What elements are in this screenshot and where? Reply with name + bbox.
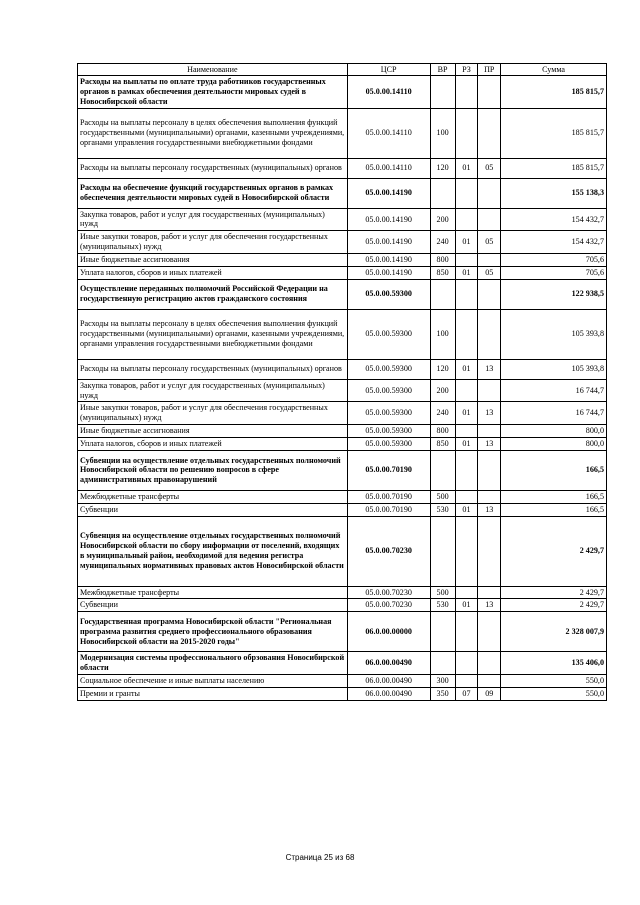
- cell-csr: 05.0.00.59300: [347, 309, 430, 359]
- cell-csr: 05.0.00.59300: [347, 279, 430, 309]
- table-row: [78, 158, 607, 178]
- cell-csr: 05.0.00.14190: [347, 208, 430, 231]
- cell-pr: 05: [478, 158, 501, 178]
- table-row: [78, 231, 607, 254]
- cell-sum: 800,0: [501, 438, 607, 451]
- cell-csr: 05.0.00.70190: [347, 450, 430, 490]
- cell-csr: 05.0.00.70230: [347, 599, 430, 612]
- cell-sum: 550,0: [501, 687, 607, 700]
- table-row: [78, 279, 607, 309]
- cell-sum: 122 938,5: [501, 279, 607, 309]
- header-pr: ПР: [478, 64, 501, 76]
- cell-csr: 05.0.00.70230: [347, 586, 430, 599]
- cell-vr: 800: [430, 425, 455, 438]
- cell-sum: 155 138,3: [501, 178, 607, 208]
- cell-rz: 01: [455, 359, 478, 379]
- cell-name: Расходы на выплаты по оплате труда работников государственных органов в рамках обеспечения деятельности мировых судей в Новосибирской области: [78, 76, 348, 109]
- cell-sum: 166,5: [501, 490, 607, 503]
- cell-rz: 01: [455, 438, 478, 451]
- table-row: [78, 586, 607, 599]
- cell-pr: [478, 76, 501, 109]
- cell-pr: [478, 108, 501, 158]
- cell-csr: 05.0.00.14190: [347, 178, 430, 208]
- cell-csr: 05.0.00.70190: [347, 503, 430, 516]
- cell-vr: [430, 652, 455, 675]
- cell-name: Государственная программа Новосибирской области "Региональная программа развития среднего профессионального образования Новосибирской области на 2015-2020 годы": [78, 612, 348, 652]
- cell-name: Субвенция на осуществление отдельных государственных полномочий Новосибирской области по сбору информации от поселений, входящих в муниципальный район, необходимой для ведения регистра муниципальных нормативных правовых актов Новосибирской области: [78, 516, 348, 586]
- cell-name: Расходы на выплаты персоналу в целях обеспечения выполнения функций государственными (муниципальными) органами, казенными учреждениями, органами управления государственными внебюджетными фондами: [78, 309, 348, 359]
- cell-csr: 06.0.00.00000: [347, 612, 430, 652]
- header-rz: РЗ: [455, 64, 478, 76]
- page-number: Страница 25 из 68: [285, 853, 355, 862]
- cell-csr: 06.0.00.00490: [347, 675, 430, 688]
- cell-rz: [455, 254, 478, 267]
- cell-name: Субвенции на осуществление отдельных государственных полномочий Новосибирской области по решению вопросов в сфере административных правонарушений: [78, 450, 348, 490]
- cell-pr: 05: [478, 266, 501, 279]
- cell-name: Субвенции: [78, 503, 348, 516]
- cell-rz: 01: [455, 266, 478, 279]
- cell-vr: 500: [430, 490, 455, 503]
- cell-csr: 05.0.00.59300: [347, 402, 430, 425]
- cell-rz: 01: [455, 231, 478, 254]
- cell-csr: 05.0.00.14190: [347, 266, 430, 279]
- cell-sum: 550,0: [501, 675, 607, 688]
- cell-vr: 120: [430, 359, 455, 379]
- table-row: [78, 402, 607, 425]
- cell-name: Уплата налогов, сборов и иных платежей: [78, 438, 348, 451]
- cell-vr: 850: [430, 438, 455, 451]
- header-name: Наименование: [78, 64, 348, 76]
- table-row: [78, 309, 607, 359]
- cell-pr: 13: [478, 599, 501, 612]
- table-row: [78, 675, 607, 688]
- table-row: [78, 450, 607, 490]
- cell-pr: [478, 612, 501, 652]
- cell-name: Иные закупки товаров, работ и услуг для обеспечения государственных (муниципальных) нужд: [78, 402, 348, 425]
- cell-csr: 06.0.00.00490: [347, 652, 430, 675]
- cell-pr: [478, 516, 501, 586]
- cell-rz: [455, 178, 478, 208]
- cell-vr: 120: [430, 158, 455, 178]
- table-row: [78, 652, 607, 675]
- cell-name: Закупка товаров, работ и услуг для государственных (муниципальных) нужд: [78, 208, 348, 231]
- cell-vr: 800: [430, 254, 455, 267]
- cell-vr: [430, 76, 455, 109]
- cell-pr: 13: [478, 438, 501, 451]
- cell-rz: [455, 652, 478, 675]
- cell-csr: 05.0.00.70230: [347, 516, 430, 586]
- cell-rz: [455, 379, 478, 402]
- table-row: [78, 76, 607, 109]
- budget-table: [77, 63, 607, 701]
- cell-rz: 01: [455, 503, 478, 516]
- cell-csr: 05.0.00.59300: [347, 438, 430, 451]
- cell-rz: [455, 516, 478, 586]
- cell-rz: [455, 612, 478, 652]
- cell-pr: [478, 178, 501, 208]
- table-row: [78, 108, 607, 158]
- table-row: [78, 266, 607, 279]
- cell-rz: 01: [455, 402, 478, 425]
- cell-pr: [478, 208, 501, 231]
- cell-vr: 200: [430, 208, 455, 231]
- table-row: [78, 359, 607, 379]
- cell-pr: 09: [478, 687, 501, 700]
- header-csr: ЦСР: [347, 64, 430, 76]
- header-sum: Сумма: [501, 64, 607, 76]
- cell-name: Расходы на выплаты персоналу в целях обеспечения выполнения функций государственными (муниципальными) органами, казенными учреждениями, органами управления государственными внебюджетными фондами: [78, 108, 348, 158]
- table-row: [78, 612, 607, 652]
- cell-csr: 05.0.00.14110: [347, 76, 430, 109]
- table-row: [78, 516, 607, 586]
- cell-sum: 2 429,7: [501, 586, 607, 599]
- cell-pr: [478, 450, 501, 490]
- cell-vr: 240: [430, 402, 455, 425]
- cell-sum: 185 815,7: [501, 76, 607, 109]
- cell-sum: 2 429,7: [501, 516, 607, 586]
- cell-csr: 05.0.00.59300: [347, 379, 430, 402]
- cell-sum: 2 328 007,9: [501, 612, 607, 652]
- cell-vr: 850: [430, 266, 455, 279]
- cell-vr: 500: [430, 586, 455, 599]
- cell-sum: 166,5: [501, 450, 607, 490]
- cell-name: Расходы на выплаты персоналу государственных (муниципальных) органов: [78, 158, 348, 178]
- cell-name: Межбюджетные трансферты: [78, 490, 348, 503]
- cell-vr: 100: [430, 108, 455, 158]
- cell-csr: 06.0.00.00490: [347, 687, 430, 700]
- cell-rz: [455, 76, 478, 109]
- cell-sum: 185 815,7: [501, 158, 607, 178]
- cell-vr: 530: [430, 599, 455, 612]
- cell-vr: [430, 516, 455, 586]
- cell-rz: [455, 425, 478, 438]
- cell-sum: 105 393,8: [501, 359, 607, 379]
- cell-pr: 13: [478, 359, 501, 379]
- cell-pr: [478, 586, 501, 599]
- cell-pr: [478, 379, 501, 402]
- cell-pr: [478, 652, 501, 675]
- table-header-row: [78, 64, 607, 76]
- cell-rz: [455, 490, 478, 503]
- cell-sum: 154 432,7: [501, 208, 607, 231]
- cell-rz: [455, 279, 478, 309]
- table-row: [78, 208, 607, 231]
- table-row: [78, 379, 607, 402]
- table-row: [78, 425, 607, 438]
- cell-name: Субвенции: [78, 599, 348, 612]
- cell-sum: 135 406,0: [501, 652, 607, 675]
- cell-vr: [430, 178, 455, 208]
- cell-rz: [455, 108, 478, 158]
- cell-name: Иные закупки товаров, работ и услуг для обеспечения государственных (муниципальных) нужд: [78, 231, 348, 254]
- cell-csr: 05.0.00.14190: [347, 254, 430, 267]
- cell-rz: [455, 450, 478, 490]
- cell-name: Уплата налогов, сборов и иных платежей: [78, 266, 348, 279]
- cell-pr: 13: [478, 503, 501, 516]
- cell-sum: 154 432,7: [501, 231, 607, 254]
- table-row: [78, 599, 607, 612]
- cell-sum: 800,0: [501, 425, 607, 438]
- cell-vr: [430, 612, 455, 652]
- table-row: [78, 687, 607, 700]
- cell-sum: 166,5: [501, 503, 607, 516]
- cell-pr: [478, 279, 501, 309]
- cell-rz: [455, 675, 478, 688]
- table-row: [78, 178, 607, 208]
- header-vr: ВР: [430, 64, 455, 76]
- cell-csr: 05.0.00.70190: [347, 490, 430, 503]
- cell-csr: 05.0.00.14110: [347, 158, 430, 178]
- cell-vr: 100: [430, 309, 455, 359]
- cell-pr: 13: [478, 402, 501, 425]
- cell-sum: 16 744,7: [501, 379, 607, 402]
- cell-pr: [478, 425, 501, 438]
- cell-pr: [478, 490, 501, 503]
- cell-vr: 300: [430, 675, 455, 688]
- cell-name: Расходы на выплаты персоналу государственных (муниципальных) органов: [78, 359, 348, 379]
- cell-csr: 05.0.00.59300: [347, 425, 430, 438]
- cell-rz: [455, 309, 478, 359]
- cell-rz: [455, 586, 478, 599]
- table-row: [78, 490, 607, 503]
- cell-rz: [455, 208, 478, 231]
- cell-rz: 01: [455, 599, 478, 612]
- cell-vr: 240: [430, 231, 455, 254]
- cell-name: Премии и гранты: [78, 687, 348, 700]
- cell-pr: [478, 254, 501, 267]
- cell-csr: 05.0.00.14110: [347, 108, 430, 158]
- cell-rz: 07: [455, 687, 478, 700]
- cell-sum: 705,6: [501, 266, 607, 279]
- cell-vr: 530: [430, 503, 455, 516]
- cell-vr: 200: [430, 379, 455, 402]
- table-row: [78, 438, 607, 451]
- table-row: [78, 254, 607, 267]
- cell-name: Закупка товаров, работ и услуг для государственных (муниципальных) нужд: [78, 379, 348, 402]
- cell-sum: 705,6: [501, 254, 607, 267]
- cell-name: Социальное обеспечение и иные выплаты населению: [78, 675, 348, 688]
- cell-sum: 2 429,7: [501, 599, 607, 612]
- cell-pr: [478, 309, 501, 359]
- cell-vr: 350: [430, 687, 455, 700]
- cell-rz: 01: [455, 158, 478, 178]
- cell-pr: 05: [478, 231, 501, 254]
- cell-name: Иные бюджетные ассигнования: [78, 425, 348, 438]
- table-row: [78, 503, 607, 516]
- cell-name: Межбюджетные трансферты: [78, 586, 348, 599]
- cell-name: Иные бюджетные ассигнования: [78, 254, 348, 267]
- cell-vr: [430, 279, 455, 309]
- cell-vr: [430, 450, 455, 490]
- cell-name: Модернизация системы профессионального обрзования Новосибирской области: [78, 652, 348, 675]
- cell-sum: 105 393,8: [501, 309, 607, 359]
- cell-sum: 16 744,7: [501, 402, 607, 425]
- cell-pr: [478, 675, 501, 688]
- cell-name: Осуществление переданных полномочий Российской Федерации на государственную регистрацию актов гражданского состояния: [78, 279, 348, 309]
- cell-csr: 05.0.00.59300: [347, 359, 430, 379]
- cell-name: Расходы на обеспечение функций государственных органов в рамках обеспечения деятельности мировых судей в Новосибирской области: [78, 178, 348, 208]
- cell-sum: 185 815,7: [501, 108, 607, 158]
- cell-csr: 05.0.00.14190: [347, 231, 430, 254]
